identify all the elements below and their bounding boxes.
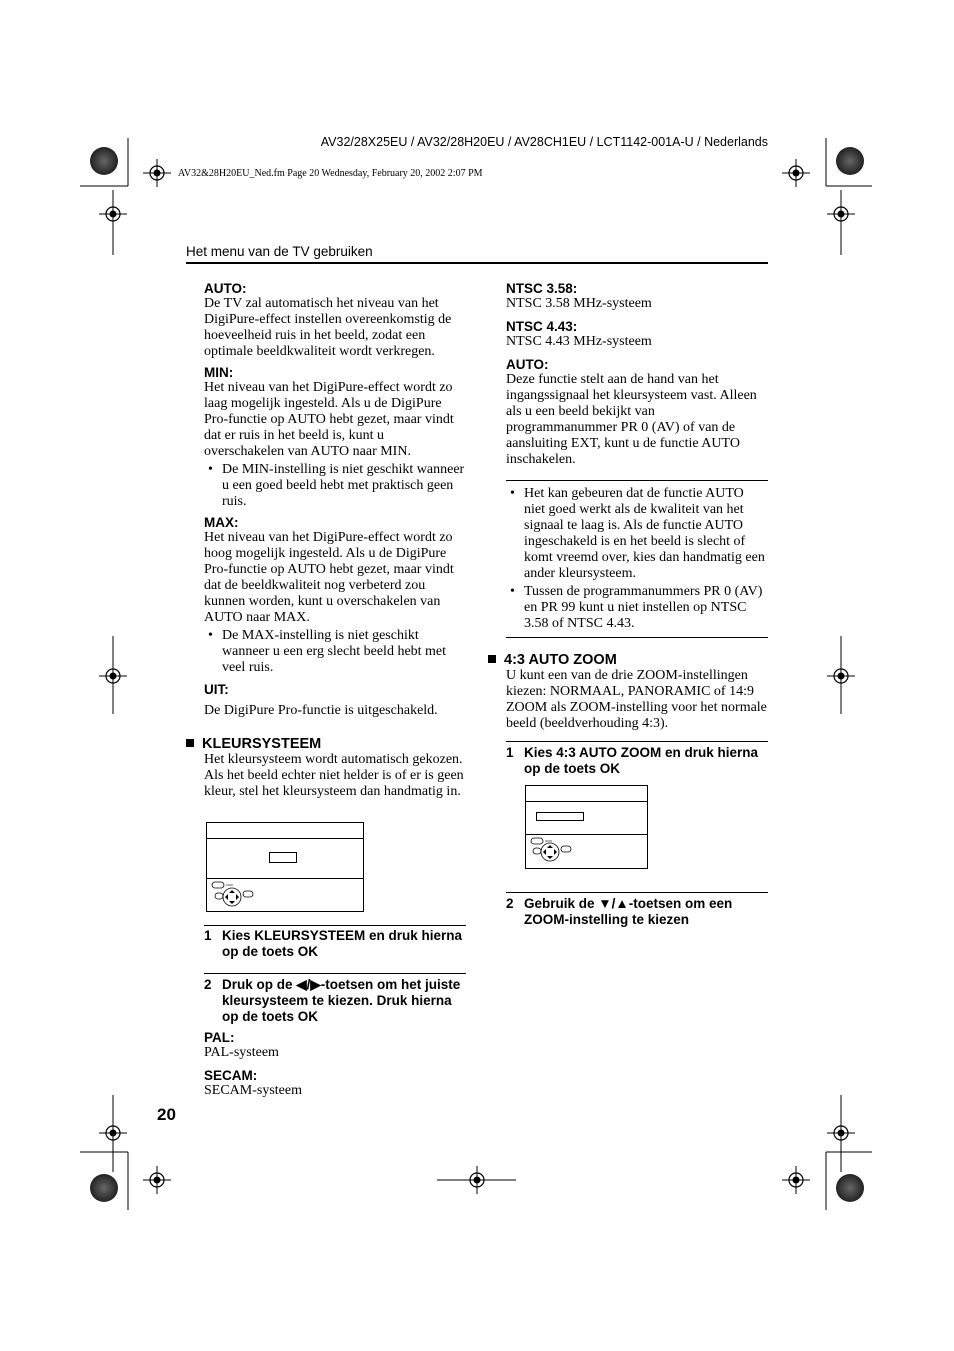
kleursysteem-heading: KLEURSYSTEEM	[186, 736, 466, 752]
right-column	[506, 281, 768, 468]
step-rule	[204, 973, 466, 974]
min-note: • De MIN-instelling is niet geschikt wanneer u een goed beeld hebt met praktisch geen ruis.	[204, 462, 466, 510]
zoom-text: U kunt een van de drie ZOOM-instellingen kiezen: NORMAAL, PANORAMIC of 14:9 ZOOM als ZOOM-instelling voor het normale beeld (beeldverhouding 4:3).	[506, 668, 767, 731]
kleursysteem-text: Het kleursysteem wordt automatisch gekozen. Als het beeld echter niet helder is of er is geen kleur, stel het kleursysteem dan handmatig in.	[204, 752, 464, 799]
ntsc358-heading: NTSC 3.58:	[506, 281, 578, 296]
notes-block	[506, 486, 768, 632]
menu-screen-illustration	[206, 822, 364, 912]
step-rule	[204, 925, 466, 926]
note-2: • Tussen de programmanummers PR 0 (AV) en PR 99 kunt u niet instellen op NTSC 3.58 of NTSC 4.43.	[506, 584, 768, 632]
secam-heading: SECAM:	[204, 1068, 258, 1083]
kleursysteem-section	[186, 736, 466, 800]
note-1: • Het kan gebeuren dat de functie AUTO niet goed werkt als de kwaliteit van het signaal te laag is. Als de functie AUTO ingeschakeld is en het beeld is slecht of komt vreemd over, kies dan handmatig een ander kleursysteem.	[506, 486, 768, 582]
header-rule	[186, 262, 768, 264]
model-line: AV32/28X25EU / AV32/28H20EU / AV28CH1EU / LCT1142-001A-U / Nederlands	[320, 135, 768, 149]
file-info-line: AV32&28H20EU_Ned.fm Page 20 Wednesday, February 20, 2002 2:07 PM	[178, 168, 483, 179]
min-heading: MIN:	[204, 365, 234, 380]
uit-heading: UIT:	[204, 682, 229, 697]
zoom-section	[488, 652, 768, 732]
ntsc358-text: NTSC 3.58 MHz-systeem	[506, 296, 652, 311]
section-title: Het menu van de TV gebruiken	[186, 244, 373, 259]
max-note: • De MAX-instelling is niet geschikt wanneer u een erg slecht beeld hebt met veel ruis.	[204, 628, 466, 676]
square-bullet-icon	[186, 739, 194, 747]
step-rule	[506, 741, 768, 742]
pal-text: PAL-systeem	[204, 1045, 279, 1060]
square-bullet-icon	[488, 655, 496, 663]
uit-text: De DigiPure Pro-functie is uitgeschakeld.	[204, 703, 438, 718]
left-step-1: 1 Kies KLEURSYSTEEM en druk hierna op de toets OK	[204, 928, 463, 959]
page-number: 20	[157, 1105, 176, 1124]
left-step-2: 2 Druk op de ◀/▶-toetsen om het juiste kleursysteem te kiezen. Druk hierna op de toets OK	[204, 977, 461, 1024]
secam-text: SECAM-systeem	[204, 1083, 302, 1098]
min-text: Het niveau van het DigiPure-effect wordt zo laag mogelijk ingesteld. Als u de DigiPure Pro-functie op AUTO hebt gezet, maar vindt dat er ruis in het beeld is, kunt u overschakelen van AUTO naar MIN.	[204, 380, 454, 459]
note-rule-bottom	[506, 637, 768, 638]
right-step-2: 2 Gebruik de ▼/▲-toetsen om een ZOOM-instelling te kiezen	[506, 896, 733, 927]
zoom-screen-illustration	[525, 785, 648, 869]
note-rule-top	[506, 480, 768, 481]
setting-box	[536, 812, 584, 821]
max-text: Het niveau van het DigiPure-effect wordt zo hoog mogelijk ingesteld. Als u de DigiPure Pro-functie op AUTO hebt gezet, maar vindt dat de beeldkwaliteit nog verbeterd zou kunnen worden, kunt u overschakelen van AUTO naar MAX.	[204, 530, 454, 625]
step-rule	[506, 892, 768, 893]
max-heading: MAX:	[204, 515, 239, 530]
remote-buttons-icon	[530, 837, 582, 865]
pal-heading: PAL:	[204, 1030, 235, 1045]
ntsc443-text: NTSC 4.43 MHz-systeem	[506, 334, 652, 349]
ntsc443-heading: NTSC 4.43:	[506, 319, 578, 334]
pal-secam-block	[204, 1030, 466, 1099]
auto-text: De TV zal automatisch het niveau van het DigiPure-effect instellen overeenkomstig de hoeveelheid ruis in het beeld, zodat een optimale beeldkwaliteit wordt verkregen.	[204, 296, 452, 359]
auto-text-right: Deze functie stelt aan de hand van het ingangssignaal het kleursysteem vast. Alleen als u een beeld bekijkt van programmanummer PR 0 (AV) of van de aansluiting EXT, kunt u de functie AUTO inschakelen.	[506, 372, 757, 467]
setting-box	[269, 852, 297, 863]
remote-buttons-icon	[211, 881, 271, 909]
auto-heading: AUTO:	[204, 281, 247, 296]
auto-heading-right: AUTO:	[506, 357, 549, 372]
left-column	[204, 281, 466, 719]
zoom-heading: 4:3 AUTO ZOOM	[488, 652, 768, 668]
right-step-1: 1 Kies 4:3 AUTO ZOOM en druk hierna op de toets OK	[506, 745, 759, 776]
